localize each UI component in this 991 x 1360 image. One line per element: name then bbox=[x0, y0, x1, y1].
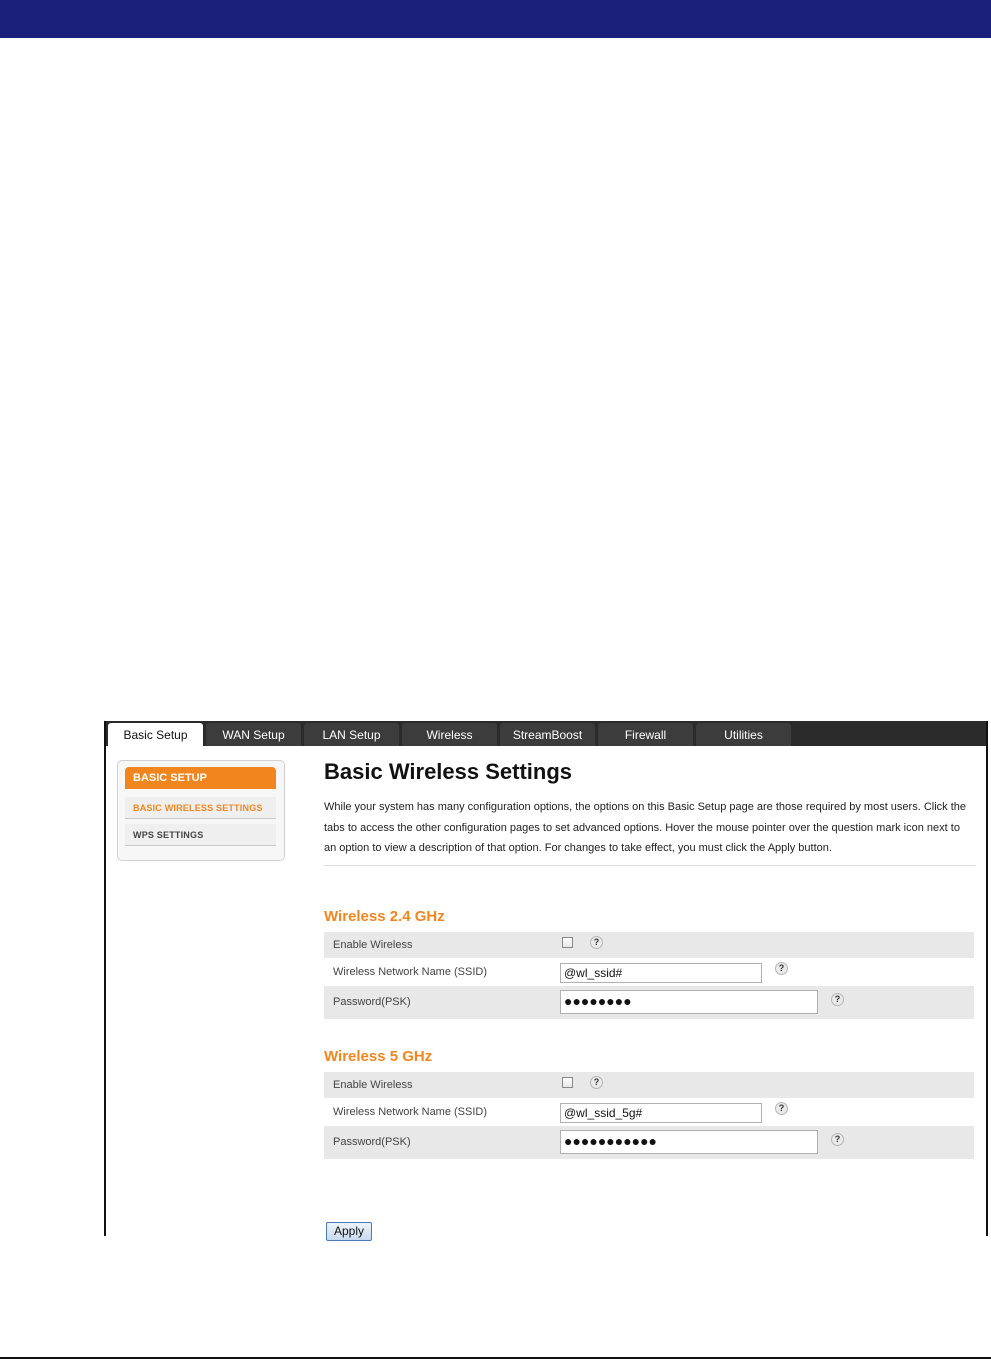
enable-wireless-label: Enable Wireless bbox=[333, 939, 413, 951]
row-ssid-5 bbox=[324, 1098, 974, 1126]
page-title: Basic Wireless Settings bbox=[324, 759, 573, 784]
help-icon[interactable]: ? bbox=[775, 1102, 788, 1115]
tab-lan-setup[interactable]: LAN Setup bbox=[304, 723, 399, 746]
psk-label: Password(PSK) bbox=[333, 996, 411, 1008]
apply-button[interactable]: Apply bbox=[326, 1222, 372, 1241]
tab-bar bbox=[106, 721, 986, 746]
tab-firewall[interactable]: Firewall bbox=[598, 723, 693, 746]
tab-wireless[interactable]: Wireless bbox=[402, 723, 497, 746]
ssid-24-input[interactable]: @wl_ssid# bbox=[560, 963, 762, 983]
enable-wireless-5-checkbox[interactable] bbox=[562, 1077, 573, 1088]
psk-label: Password(PSK) bbox=[333, 1136, 411, 1148]
sidebar-item-wps-settings[interactable]: WPS SETTINGS bbox=[125, 824, 276, 846]
enable-wireless-24-checkbox[interactable] bbox=[562, 937, 573, 948]
row-enable-wireless-24 bbox=[324, 932, 974, 958]
ssid-5-input[interactable]: @wl_ssid_5g# bbox=[560, 1103, 762, 1123]
router-admin-screenshot bbox=[104, 721, 988, 1236]
ssid-label: Wireless Network Name (SSID) bbox=[333, 966, 488, 978]
help-icon[interactable]: ? bbox=[831, 1133, 844, 1146]
help-icon[interactable]: ? bbox=[775, 962, 788, 975]
row-ssid-24 bbox=[324, 958, 974, 986]
help-icon[interactable]: ? bbox=[590, 936, 603, 949]
tab-streamboost[interactable]: StreamBoost bbox=[500, 723, 595, 746]
psk-24-input[interactable]: ●●●●●●●● bbox=[560, 990, 818, 1014]
section-divider bbox=[324, 865, 976, 866]
help-icon[interactable]: ? bbox=[831, 993, 844, 1006]
enable-wireless-label: Enable Wireless bbox=[333, 1079, 413, 1091]
row-psk-24 bbox=[324, 986, 974, 1019]
tab-utilities[interactable]: Utilities bbox=[696, 723, 791, 746]
ssid-label: Wireless Network Name (SSID) bbox=[333, 1106, 488, 1118]
page-description: While your system has many configuration options, the options on this Basic Setup page are those required by most users. Click the tabs to access the other configuration pages to set advanced options. Hover the mouse pointer over the question mark icon next to an option to view a description of that option. For changes to take effect, you must click the Apply button. bbox=[324, 801, 966, 854]
section-title-wireless-24: Wireless 2.4 GHz bbox=[324, 908, 445, 925]
help-icon[interactable]: ? bbox=[590, 1076, 603, 1089]
sidebar-item-basic-wireless-settings[interactable]: BASIC WIRELESS SETTINGS bbox=[125, 797, 276, 819]
tab-wan-setup[interactable]: WAN Setup bbox=[206, 723, 301, 746]
section-title-wireless-5: Wireless 5 GHz bbox=[324, 1048, 433, 1065]
sidebar-header[interactable]: BASIC SETUP bbox=[125, 767, 276, 789]
sidebar bbox=[117, 760, 285, 861]
top-banner bbox=[0, 0, 991, 38]
tab-basic-setup[interactable]: Basic Setup bbox=[108, 723, 203, 746]
psk-5-input[interactable]: ●●●●●●●●●●● bbox=[560, 1130, 818, 1154]
row-enable-wireless-5 bbox=[324, 1072, 974, 1098]
bottom-rule bbox=[0, 1357, 991, 1359]
row-psk-5 bbox=[324, 1126, 974, 1159]
